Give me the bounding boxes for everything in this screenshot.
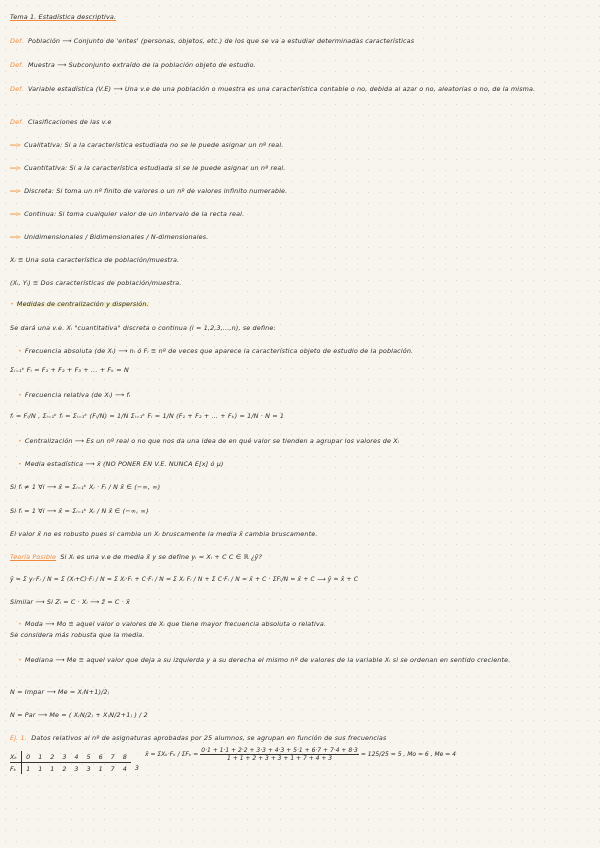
definicion-xi: Xᵢ ≡ Una sola característica de población/muestra. [10, 256, 180, 264]
table-header-x: Xₖ [10, 751, 22, 763]
table-cell-f: 1 [50, 764, 55, 773]
bullet-icon: • [18, 347, 22, 355]
similar-line: Similar ⟶ Si Zᵢ = C · Xᵢ ⟶ z̄ = C · x̄ [10, 598, 130, 606]
table-cell-f: 2 [62, 764, 67, 773]
table-cell-x: 2 [46, 751, 58, 763]
table-cell-f: 1 [98, 764, 103, 773]
double-arrow-icon: ══> [10, 164, 21, 172]
clasificacion-cuantitativa: ══> Cuantitativa: Si a la característica estudiada si se le puede asignar un nº real. [10, 164, 286, 172]
table-cell-f: 3 [86, 764, 91, 773]
definition-variable-estadistica: Def. Variable estadística (V.E) ⟶ Una v.e de una población o muestra es una característica contable o no, debida al azar o no, aleatorias o no, de la misma. [10, 85, 536, 93]
definition-muestra: Def. Muestra ⟶ Subconjunto extraído de la población objeto de estudio. [10, 61, 256, 69]
medidas-heading: • Medidas de centralización y dispersión. [10, 300, 149, 308]
table-header-f: Fₖ [10, 763, 22, 775]
table-cell-f: 3 [74, 764, 79, 773]
table-cell-f: 4 [122, 764, 127, 773]
frecuencia-absoluta: • Frecuencia absoluta (de Xᵢ) ⟶ nᵢ ó Fᵢ ≡ nº de veces que aparece la característica objeto de estudio de la población. [18, 347, 414, 355]
mean-calculation: x̄ = ΣXₖ·Fₖ / ΣFₖ = $\frac{0\cdot 1 + 1\cdot 1 + 2\cdot 2 + 3\cdot 3 + 4\cdot 3 + 5\cdot 1 + 6\cdot 7 + 7\cdot 4 + 8\cdot 3}{1 + 1 + 2 + 3 + 3 + 1 + 7 + 4 + 3}$ = 125/25 = 5 , Mo = 6 , Me = 4 [145, 747, 456, 762]
table-cell-f: 1 [38, 764, 43, 773]
frecuencia-relativa: • Frecuencia relativa (de Xᵢ) ⟶ fᵢ [18, 391, 131, 399]
table-cell-f: 1 [26, 764, 31, 773]
bullet-icon: • [18, 656, 22, 664]
bullet-icon: • [10, 300, 14, 308]
table-cell-x: 5 [83, 751, 95, 763]
definition-poblacion: Def. Población ⟶ Conjunto de 'entes' (personas, objetos, etc.) de los que se va a estudiar determinadas características [10, 37, 415, 45]
double-arrow-icon: ══> [10, 187, 21, 195]
double-arrow-icon: ══> [10, 233, 21, 241]
ejemplo-1: Ej. 1. Datos relativos al nº de asignaturas aprobadas por 25 alumnos, se agrupan en función de sus frecuencias [10, 734, 387, 742]
table-cell-x: 1 [34, 751, 46, 763]
definition-clasificaciones: Def. Clasificaciones de las v.e [10, 118, 112, 126]
frequency-table [10, 751, 143, 774]
media-formula-ponderada: Si fᵢ ≠ 1 ∀i ⟶ x̄ = Σᵢ₌₁ᵏ Xᵢ · Fᵢ / N x̄ ∈ (−∞, ∞) [10, 483, 161, 491]
mediana-par: N = Par ⟶ Me = ( X₍N/2₎ + X₍N/2+1₎ ) / 2 [10, 711, 148, 719]
sum-frecuencias: Σᵢ₌₁ᵏ Fᵢ = F₁ + F₂ + F₃ + ... + Fₖ = N [10, 366, 129, 374]
mediana: • Mediana ⟶ Me ≡ aquel valor que deja a su izquierda y a su derecha el mismo nº de valores de la variable Xᵢ si se ordenan en sentido creciente. [18, 656, 511, 664]
media-formula-simple: Si fᵢ = 1 ∀i ⟶ x̄ = Σᵢ₌₁ᵏ Xᵢ / N x̄ ∈ (−∞, ∞) [10, 507, 149, 515]
se-dara-line: Se dará una v.e. Xᵢ "cuantitativa" discreta o continua (i = 1,2,3,...,n), se define: [10, 324, 276, 332]
mediana-impar: N = Impar ⟶ Me = X₍N+1)/2₎ [10, 688, 110, 696]
double-arrow-icon: ══> [10, 210, 21, 218]
moda: • Moda ⟶ Mo ≡ aquel valor o valores de Xᵢ que tiene mayor frecuencia absoluta o relativa. [18, 620, 327, 628]
table-cell-x: 4 [70, 751, 82, 763]
page-title: Tema 1. Estadística descriptiva. [10, 13, 117, 21]
ybar-derivation: ȳ = Σ yᵢ·Fᵢ / N = Σ (Xᵢ+C)·Fᵢ / N = Σ Xᵢ·Fᵢ + C·Fᵢ / N = Σ Xᵢ Fᵢ / N + Σ C·Fᵢ / N = x̄ + C · ΣFᵢ/N = x̄ + C ⟶ ȳ = x̄ + C [10, 576, 359, 583]
mean-fraction: $\frac{0\cdot 1 + 1\cdot 1 + 2\cdot 2 + 3\cdot 3 + 4\cdot 3 + 5\cdot 1 + 6\cdot 7 + 7\cdot 4 + 8\cdot 3}{1 + 1 + 2 + 3 + 3 + 1 + 7 + 4 + 3}$ [201, 747, 358, 762]
bullet-icon: • [18, 391, 22, 399]
table-cell-x: 3 [58, 751, 70, 763]
bullet-icon: • [18, 620, 22, 628]
table-cell-f: 3 [134, 764, 139, 773]
table-cell-x: 7 [107, 751, 119, 763]
table-cell-x: 6 [95, 751, 107, 763]
bullet-icon: • [18, 437, 22, 445]
table-cell-f: 7 [110, 764, 115, 773]
centralizacion: • Centralización ⟶ Es un nº real o no que nos da una idea de en qué valor se tienden a agrupar los valores de Xᵢ [18, 437, 400, 445]
clasificacion-continua: ══> Continua: Si toma cualquier valor de un intervalo de la recta real. [10, 210, 245, 218]
clasificacion-dimensionales: ══> Unidimensionales / Bidimensionales / N-dimensionales. [10, 233, 209, 241]
table-cell-x: 8 [119, 751, 131, 763]
clasificacion-discreta: ══> Discreta: Si toma un nº finito de valores o un nº de valores infinito numerable. [10, 187, 288, 195]
moda-robustez: Se considera más robusta que la media. [10, 631, 145, 639]
clasificacion-cualitativa: ══> Cualitativa: Si a la característica estudiada no se le puede asignar un nº real. [10, 141, 284, 149]
teoria-posible: Teoría Posible Si Xᵢ es una v.e de media x̄ y se define yᵢ = Xᵢ + C C ∈ ℝ ¿ȳ? [10, 553, 263, 561]
definicion-xi-yi: (Xᵢ, Yᵢ) ≡ Dos características de población/muestra. [10, 279, 182, 287]
media-estadistica: • Media estadística ⟶ x̄ (NO PONER EN V.E. NUNCA E[x] ó μ) [18, 460, 224, 468]
table-cell-x: 0 [22, 751, 35, 763]
bullet-icon: • [18, 460, 22, 468]
fi-formula: fᵢ = Fᵢ/N , Σᵢ₌₁ᵏ fᵢ = Σᵢ₌₁ᵏ (Fᵢ/N) = 1/N Σᵢ₌₁ᵏ Fᵢ = 1/N (F₁ + F₂ + ... + Fₖ) = 1/N · N = 1 [10, 412, 285, 420]
double-arrow-icon: ══> [10, 141, 21, 149]
robustez-media: El valor x̄ no es robusto pues si cambia un Xᵢ bruscamente la media x̄ cambia bruscamente. [10, 530, 318, 538]
